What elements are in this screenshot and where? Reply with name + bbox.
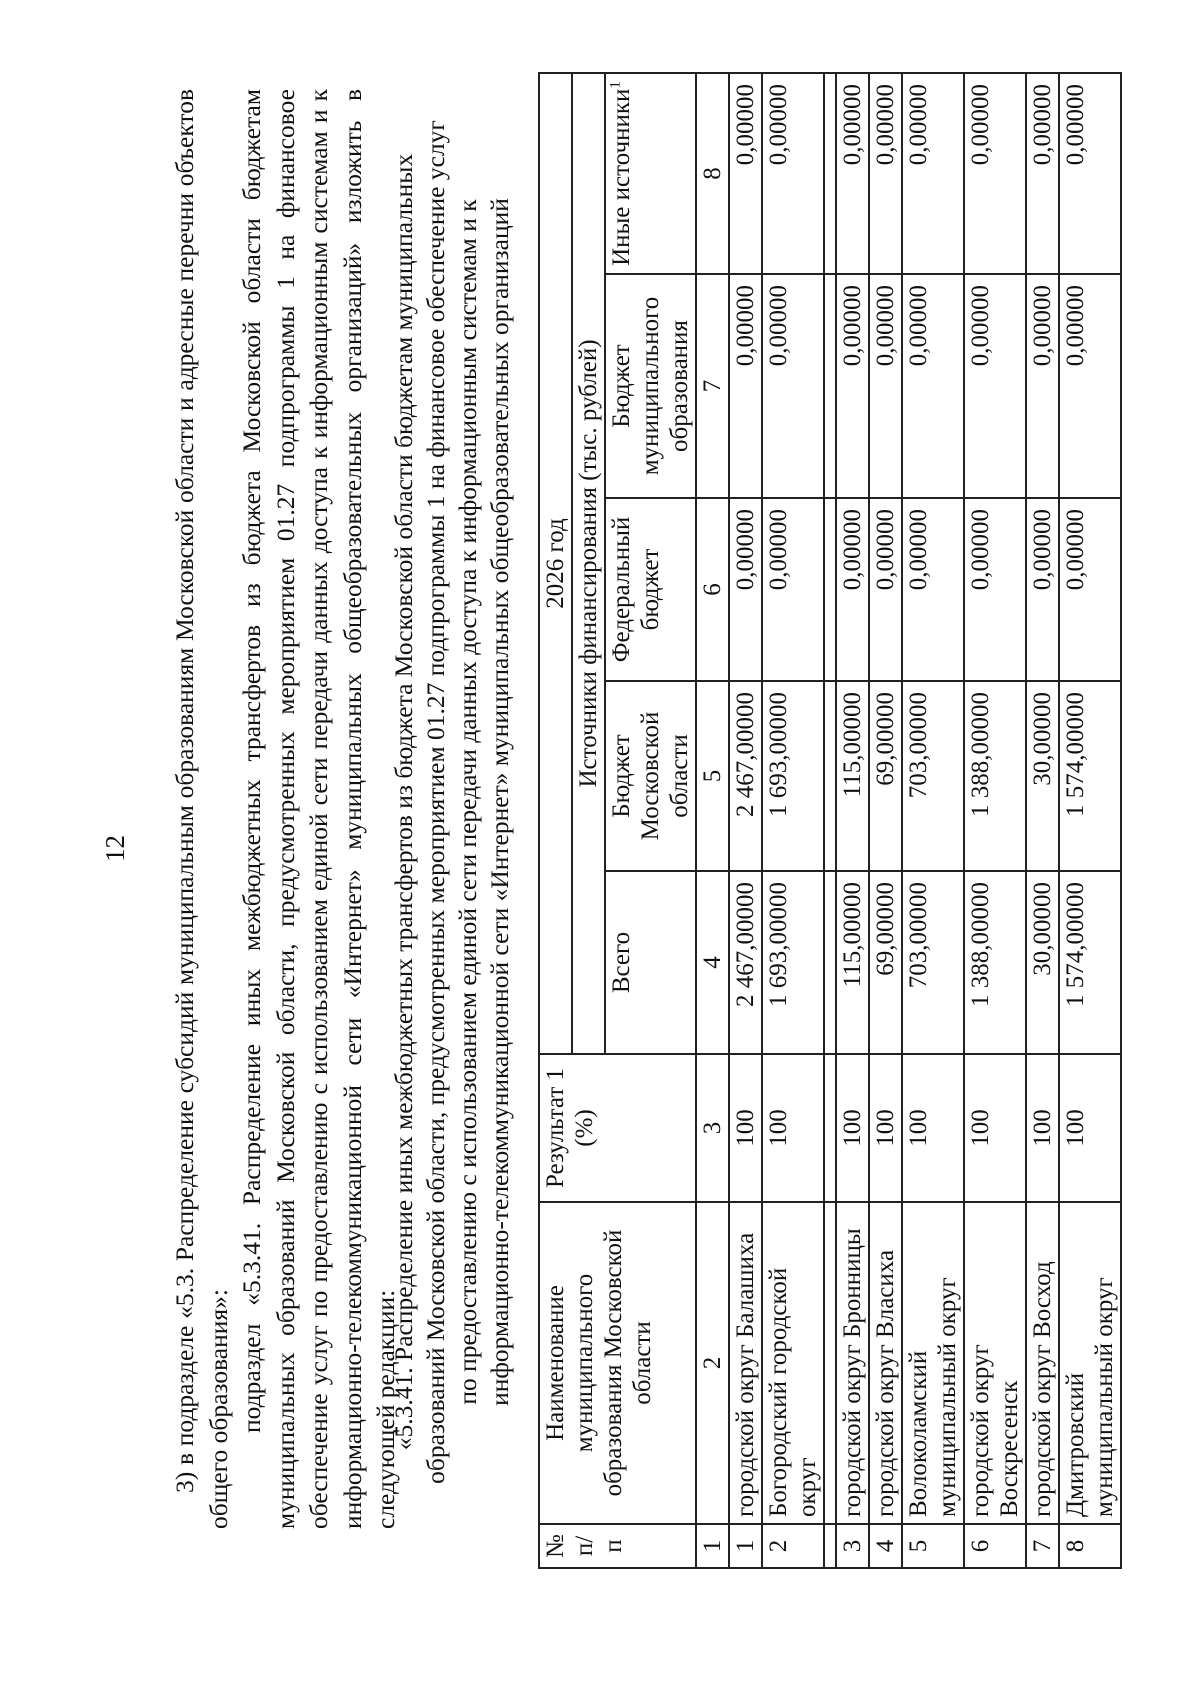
row-other: 0,00000 xyxy=(902,73,964,274)
row-federal: 0,00000 xyxy=(836,498,869,681)
row-num: 4 xyxy=(869,1524,902,1568)
row-federal: 0,00000 xyxy=(902,498,964,681)
row-federal: 0,00000 xyxy=(1059,498,1121,681)
row-total: 1 693,00000 xyxy=(762,871,824,1054)
header-result: Результат 1 (%) xyxy=(539,1054,696,1202)
row-municipal: 0,00000 xyxy=(729,274,762,498)
distribution-table xyxy=(538,72,1122,1569)
row-result: 100 xyxy=(1059,1054,1121,1202)
column-number: 5 xyxy=(696,681,729,871)
row-federal: 0,00000 xyxy=(729,498,762,681)
row-municipal: 0,00000 xyxy=(902,274,964,498)
gap-cell xyxy=(824,871,836,1054)
row-total: 1 388,00000 xyxy=(964,871,1026,1054)
intro-paragraph-2: подраздел «5.3.41. Распределение иных межбюджетных трансфертов из бюджета Московской области бюджетам муниципальных образований Московской области, предусмотренных мероприятием 01.27 подпрограммы 1 на финансовое обеспечение услуг по предоставлению с использованием единой сети передачи данных доступа к информационным системам и к информационно-телекоммуникационной сети «Интернет» муниципальных общеобразовательных организаций» изложить в следующей редакции: xyxy=(237,89,400,1529)
row-other: 0,00000 xyxy=(869,73,902,274)
row-result: 100 xyxy=(729,1054,762,1202)
row-total: 1 574,00000 xyxy=(1059,871,1121,1054)
row-num: 5 xyxy=(902,1524,964,1568)
row-total: 30,00000 xyxy=(1026,871,1059,1054)
column-number: 1 xyxy=(696,1524,729,1568)
table-row xyxy=(1059,73,1121,1568)
table-row xyxy=(729,73,762,1568)
intro-paragraph-1: 3) в подразделе «5.3. Распределение субсидий муниципальным образованиям Московской области и адресные перечни объектов общего образования»: xyxy=(170,89,233,1529)
column-number: 3 xyxy=(696,1054,729,1202)
row-total: 703,00000 xyxy=(902,871,964,1054)
row-municipality: городской округ Восход xyxy=(1026,1202,1059,1524)
header-other-sources xyxy=(605,73,696,274)
row-municipal: 0,00000 xyxy=(964,274,1026,498)
header-name: Наименование муниципального образования Московской области xyxy=(539,1202,696,1524)
row-result: 100 xyxy=(762,1054,824,1202)
row-municipal: 0,00000 xyxy=(869,274,902,498)
table-row xyxy=(964,73,1026,1568)
header-municipal-budget: Бюджет муниципального образования xyxy=(605,274,696,498)
table-row xyxy=(762,73,824,1568)
row-federal: 0,00000 xyxy=(1026,498,1059,681)
table-row xyxy=(1026,73,1059,1568)
row-num: 8 xyxy=(1059,1524,1121,1568)
header-other-label: Иные источники xyxy=(608,88,635,266)
column-number: 8 xyxy=(696,73,729,274)
header-num: № п/п xyxy=(539,1524,696,1568)
row-result: 100 xyxy=(869,1054,902,1202)
row-regional: 1 388,00000 xyxy=(964,681,1026,871)
row-result: 100 xyxy=(902,1054,964,1202)
row-regional: 30,00000 xyxy=(1026,681,1059,871)
table-row xyxy=(836,73,869,1568)
gap-cell xyxy=(824,73,836,274)
gap-cell xyxy=(824,1524,836,1568)
table-header xyxy=(539,73,729,1568)
table-body xyxy=(729,73,1121,1568)
row-other: 0,00000 xyxy=(1059,73,1121,274)
table-row xyxy=(902,73,964,1568)
row-municipality: городской округ Бронницы xyxy=(836,1202,869,1524)
row-total: 69,00000 xyxy=(869,871,902,1054)
table-gap-row xyxy=(824,73,836,1568)
header-sources: Источники финансирования (тыс. рублей) xyxy=(572,73,605,1054)
row-total: 115,00000 xyxy=(836,871,869,1054)
column-number: 4 xyxy=(696,871,729,1054)
row-federal: 0,00000 xyxy=(869,498,902,681)
row-other: 0,00000 xyxy=(1026,73,1059,274)
header-regional-budget: Бюджет Московской области xyxy=(605,681,696,871)
row-num: 1 xyxy=(729,1524,762,1568)
intro-text xyxy=(168,89,403,1529)
header-year: 2026 год xyxy=(539,73,572,1054)
row-municipal: 0,00000 xyxy=(1059,274,1121,498)
row-regional: 2 467,00000 xyxy=(729,681,762,871)
row-other: 0,00000 xyxy=(729,73,762,274)
column-number: 2 xyxy=(696,1202,729,1524)
row-federal: 0,00000 xyxy=(762,498,824,681)
distribution-table-wrapper xyxy=(538,74,1122,1569)
row-municipality: Богородский городской округ xyxy=(762,1202,824,1524)
row-municipal: 0,00000 xyxy=(762,274,824,498)
row-regional: 703,00000 xyxy=(902,681,964,871)
row-other: 0,00000 xyxy=(762,73,824,274)
row-total: 2 467,00000 xyxy=(729,871,762,1054)
row-municipality: городской округ Балашиха xyxy=(729,1202,762,1524)
row-regional: 1 693,00000 xyxy=(762,681,824,871)
row-municipality: Волоколамский муниципальный округ xyxy=(902,1202,964,1524)
row-result: 100 xyxy=(836,1054,869,1202)
row-regional: 69,00000 xyxy=(869,681,902,871)
gap-cell xyxy=(824,1202,836,1524)
row-result: 100 xyxy=(1026,1054,1059,1202)
row-other: 0,00000 xyxy=(836,73,869,274)
footnote-marker: 1 xyxy=(607,81,624,89)
column-number: 6 xyxy=(696,498,729,681)
row-num: 7 xyxy=(1026,1524,1059,1568)
table-row xyxy=(869,73,902,1568)
gap-cell xyxy=(824,498,836,681)
row-num: 3 xyxy=(836,1524,869,1568)
gap-cell xyxy=(824,681,836,871)
column-number: 7 xyxy=(696,274,729,498)
row-regional: 115,00000 xyxy=(836,681,869,871)
row-municipality: городской округ Власиха xyxy=(869,1202,902,1524)
header-federal-budget: Федеральный бюджет xyxy=(605,498,696,681)
row-municipality: Дмитровский муниципальный округ xyxy=(1059,1202,1121,1524)
row-federal: 0,00000 xyxy=(964,498,1026,681)
row-num: 2 xyxy=(762,1524,824,1568)
column-numbers-row xyxy=(696,73,729,1568)
row-result: 100 xyxy=(964,1054,1026,1202)
gap-cell xyxy=(824,274,836,498)
section-heading: «5.3.41. Распределение иных межбюджетных трансфертов из бюджета Московской области бюджетам муниципальных образований Московской области, предусмотренных мероприятием 01.27 подпрограммы 1 на финансовое обеспечение услуг по предоставлению с использованием единой сети передачи данных доступа к информационным системам и к информационно-телекоммуникационной сети «Интернет» муниципальных общеобразовательных организаций xyxy=(389,120,514,1484)
row-municipality: городской округ Воскресенск xyxy=(964,1202,1026,1524)
row-regional: 1 574,00000 xyxy=(1059,681,1121,871)
header-total: Всего xyxy=(605,871,696,1054)
row-num: 6 xyxy=(964,1524,1026,1568)
row-municipal: 0,00000 xyxy=(1026,274,1059,498)
gap-cell xyxy=(824,1054,836,1202)
page-number: 12 xyxy=(100,835,130,862)
row-municipal: 0,00000 xyxy=(836,274,869,498)
row-other: 0,00000 xyxy=(964,73,1026,274)
